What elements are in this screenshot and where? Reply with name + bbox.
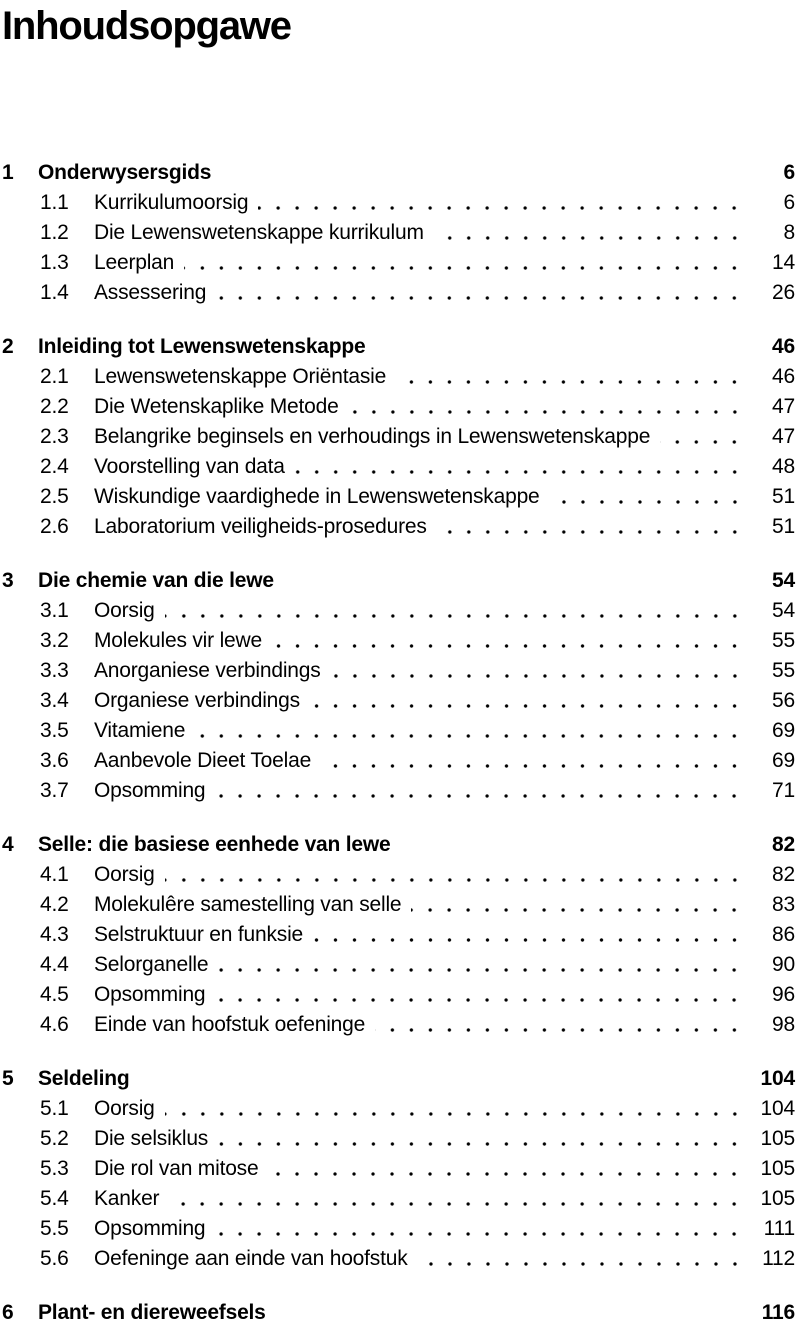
toc-section-link[interactable] — [2, 1094, 795, 1124]
toc-section-link[interactable] — [2, 686, 795, 716]
toc-section-link[interactable] — [2, 188, 795, 218]
chapter-number: 3 — [2, 569, 14, 592]
section-title: Die Wetenskaplike Metode — [94, 395, 339, 418]
section-number: 4.1 — [40, 863, 69, 886]
section-title: Die Lewenswetenskappe kurrikulum — [94, 221, 424, 244]
dot-leader — [287, 452, 751, 482]
section-title: Organiese verbindings — [94, 689, 300, 712]
chapter-sections — [2, 860, 795, 1040]
toc-section-link[interactable] — [2, 656, 795, 686]
dot-leader — [313, 746, 751, 776]
dot-leader — [250, 188, 751, 218]
toc-section-link[interactable] — [2, 278, 795, 308]
chapter-sections — [2, 1094, 795, 1274]
section-page-number: 112 — [762, 1247, 795, 1270]
section-page-number: 55 — [772, 659, 795, 682]
chapter-title: Onderwysersgids — [38, 161, 212, 184]
toc-section-link[interactable] — [2, 422, 795, 452]
section-page-number: 82 — [772, 863, 795, 886]
toc-section-link[interactable] — [2, 452, 795, 482]
chapter-title: Die chemie van die lewe — [38, 569, 274, 592]
chapter-number: 6 — [2, 1301, 14, 1324]
section-number: 2.3 — [40, 425, 69, 448]
chapter-number: 5 — [2, 1067, 14, 1090]
section-title: Selorganelle — [94, 953, 209, 976]
section-title: Oorsig — [94, 599, 155, 622]
dot-leader — [260, 1154, 751, 1184]
section-page-number: 47 — [772, 425, 795, 448]
toc-section-link[interactable] — [2, 1184, 795, 1214]
chapter-page-number: 6 — [783, 161, 795, 184]
section-number: 5.2 — [40, 1127, 69, 1150]
section-number: 3.5 — [40, 719, 69, 742]
dot-leader — [429, 512, 751, 542]
dot-leader — [542, 482, 751, 512]
toc-chapter-link[interactable] — [2, 1064, 795, 1094]
section-page-number: 86 — [772, 923, 795, 946]
section-page-number: 105 — [760, 1187, 795, 1210]
section-title: Molekules vir lewe — [94, 629, 262, 652]
dot-leader — [210, 1124, 751, 1154]
section-page-number: 105 — [760, 1157, 795, 1180]
chapter-page-number: 104 — [760, 1067, 795, 1090]
section-number: 2.1 — [40, 365, 69, 388]
toc-section-link[interactable] — [2, 860, 795, 890]
section-page-number: 56 — [772, 689, 795, 712]
toc-section-link[interactable] — [2, 950, 795, 980]
section-title: Leerplan — [94, 251, 175, 274]
toc-chapter-link[interactable] — [2, 830, 795, 860]
toc-section-link[interactable] — [2, 596, 795, 626]
section-title: Aanbevole Dieet Toelae — [94, 749, 312, 772]
section-page-number: 48 — [772, 455, 795, 478]
section-page-number: 55 — [772, 629, 795, 652]
dot-leader — [302, 686, 751, 716]
section-title: Die rol van mitose — [94, 1157, 259, 1180]
chapter-leader-space — [213, 158, 751, 188]
section-title: Opsomming — [94, 983, 206, 1006]
dot-leader — [157, 1094, 751, 1124]
section-title: Voorstelling van data — [94, 455, 285, 478]
chapter-title: Plant- en diereweefsels — [38, 1301, 266, 1324]
dot-leader — [410, 1244, 751, 1274]
chapter-title: Selle: die basiese eenhede van lewe — [38, 833, 391, 856]
section-title: Vitamiene — [94, 719, 186, 742]
chapter-leader-space — [268, 1298, 751, 1328]
section-page-number: 69 — [772, 719, 795, 742]
toc-section-link[interactable] — [2, 1244, 795, 1274]
dot-leader — [207, 1214, 751, 1244]
dot-leader — [210, 950, 751, 980]
section-page-number: 51 — [772, 515, 795, 538]
section-page-number: 69 — [772, 749, 795, 772]
section-title: Die selsiklus — [94, 1127, 209, 1150]
section-number: 4.2 — [40, 893, 69, 916]
toc-section-link[interactable] — [2, 362, 795, 392]
section-number: 5.1 — [40, 1097, 69, 1120]
dot-leader — [388, 362, 751, 392]
section-page-number: 47 — [772, 395, 795, 418]
section-title: Opsomming — [94, 779, 206, 802]
toc-section-link[interactable] — [2, 248, 795, 278]
toc-chapter — [2, 158, 795, 308]
section-title: Kanker — [94, 1187, 160, 1210]
dot-leader — [305, 920, 751, 950]
section-page-number: 46 — [772, 365, 795, 388]
section-number: 1.4 — [40, 281, 69, 304]
toc-section-link[interactable] — [2, 482, 795, 512]
section-page-number: 90 — [772, 953, 795, 976]
section-title: Lewenswetenskappe Oriëntasie — [94, 365, 387, 388]
section-title: Laboratorium veiligheids-prosedures — [94, 515, 427, 538]
section-title: Anorganiese verbindings — [94, 659, 321, 682]
dot-leader — [323, 656, 751, 686]
section-page-number: 26 — [772, 281, 795, 304]
toc-chapter — [2, 1064, 795, 1274]
toc-section-link[interactable] — [2, 716, 795, 746]
section-page-number: 105 — [760, 1127, 795, 1150]
section-page-number: 83 — [772, 893, 795, 916]
chapter-leader-space — [368, 332, 751, 362]
toc-chapter-link[interactable] — [2, 158, 795, 188]
toc-section-link[interactable] — [2, 776, 795, 806]
toc-section-link[interactable] — [2, 890, 795, 920]
dot-leader — [341, 392, 751, 422]
dot-leader — [157, 860, 751, 890]
chapter-number: 1 — [2, 161, 14, 184]
chapter-page-number: 54 — [772, 569, 795, 592]
section-number: 3.6 — [40, 749, 69, 772]
section-page-number: 14 — [772, 251, 795, 274]
section-page-number: 51 — [772, 485, 795, 508]
toc-section-link[interactable] — [2, 1124, 795, 1154]
dot-leader — [161, 1184, 751, 1214]
section-number: 4.3 — [40, 923, 69, 946]
toc-section-link[interactable] — [2, 626, 795, 656]
chapter-leader-space — [393, 830, 751, 860]
chapter-page-number: 116 — [761, 1301, 795, 1324]
section-number: 5.3 — [40, 1157, 69, 1180]
toc-section-link[interactable] — [2, 512, 795, 542]
dot-leader — [208, 278, 751, 308]
section-title: Selstruktuur en funksie — [94, 923, 304, 946]
toc-section-link[interactable] — [2, 1214, 795, 1244]
section-number: 1.1 — [40, 191, 69, 214]
dot-leader — [207, 776, 751, 806]
toc-chapter — [2, 566, 795, 806]
chapter-number: 2 — [2, 335, 14, 358]
section-number: 1.3 — [40, 251, 69, 274]
section-number: 3.3 — [40, 659, 69, 682]
page-title: Inhoudsopgawe — [2, 4, 291, 48]
chapter-title: Inleiding tot Lewenswetenskappe — [38, 335, 366, 358]
section-page-number: 104 — [760, 1097, 795, 1120]
section-number: 2.6 — [40, 515, 69, 538]
section-title: Oorsig — [94, 1097, 155, 1120]
section-number: 2.5 — [40, 485, 69, 508]
section-page-number: 54 — [772, 599, 795, 622]
toc-section-link[interactable] — [2, 1154, 795, 1184]
chapter-sections — [2, 596, 795, 806]
section-title: Einde van hoofstuk oefeninge — [94, 1013, 366, 1036]
section-number: 5.6 — [40, 1247, 69, 1270]
section-page-number: 111 — [763, 1217, 795, 1240]
toc-section-link[interactable] — [2, 392, 795, 422]
chapter-sections — [2, 188, 795, 308]
toc-chapter — [2, 1298, 795, 1328]
section-title: Kurrikulumoorsig — [94, 191, 249, 214]
toc-section-link[interactable] — [2, 746, 795, 776]
chapter-sections — [2, 362, 795, 542]
section-page-number: 98 — [772, 1013, 795, 1036]
toc-section-link[interactable] — [2, 1010, 795, 1040]
chapter-page-number: 46 — [772, 335, 795, 358]
section-page-number: 6 — [783, 191, 795, 214]
section-title: Assessering — [94, 281, 207, 304]
chapter-number: 4 — [2, 833, 14, 856]
section-number: 5.5 — [40, 1217, 69, 1240]
section-title: Molekulêre samestelling van selle — [94, 893, 402, 916]
chapter-leader-space — [276, 566, 751, 596]
toc-section-link[interactable] — [2, 920, 795, 950]
dot-leader — [187, 716, 751, 746]
toc-chapter — [2, 830, 795, 1040]
section-number: 3.1 — [40, 599, 69, 622]
section-title: Belangrike beginsels en verhoudings in Lewenswetenskappe — [94, 425, 651, 448]
section-number: 2.4 — [40, 455, 69, 478]
toc-section-link[interactable] — [2, 218, 795, 248]
dot-leader — [157, 596, 751, 626]
section-number: 3.4 — [40, 689, 69, 712]
dot-leader — [207, 980, 751, 1010]
dot-leader — [176, 248, 751, 278]
section-number: 4.5 — [40, 983, 69, 1006]
section-number: 3.2 — [40, 629, 69, 652]
section-number: 1.2 — [40, 221, 69, 244]
section-number: 2.2 — [40, 395, 69, 418]
section-title: Wiskundige vaardighede in Lewenswetenskappe — [94, 485, 540, 508]
dot-leader — [652, 422, 751, 452]
toc-list — [2, 134, 795, 1328]
dot-leader — [426, 218, 751, 248]
section-number: 4.4 — [40, 953, 69, 976]
dot-leader — [403, 890, 751, 920]
toc-chapter-link[interactable] — [2, 332, 795, 362]
chapter-title: Seldeling — [38, 1067, 130, 1090]
section-page-number: 8 — [783, 221, 795, 244]
section-page-number: 71 — [772, 779, 795, 802]
toc-section-link[interactable] — [2, 980, 795, 1010]
dot-leader — [367, 1010, 751, 1040]
chapter-leader-space — [132, 1064, 751, 1094]
toc-chapter-link[interactable] — [2, 566, 795, 596]
section-number: 3.7 — [40, 779, 69, 802]
toc-chapter-link[interactable] — [2, 1298, 795, 1328]
section-title: Oorsig — [94, 863, 155, 886]
section-page-number: 96 — [772, 983, 795, 1006]
chapter-page-number: 82 — [772, 833, 795, 856]
toc-chapter — [2, 332, 795, 542]
section-title: Opsomming — [94, 1217, 206, 1240]
dot-leader — [264, 626, 751, 656]
section-number: 4.6 — [40, 1013, 69, 1036]
section-number: 5.4 — [40, 1187, 69, 1210]
section-title: Oefeninge aan einde van hoofstuk — [94, 1247, 408, 1270]
